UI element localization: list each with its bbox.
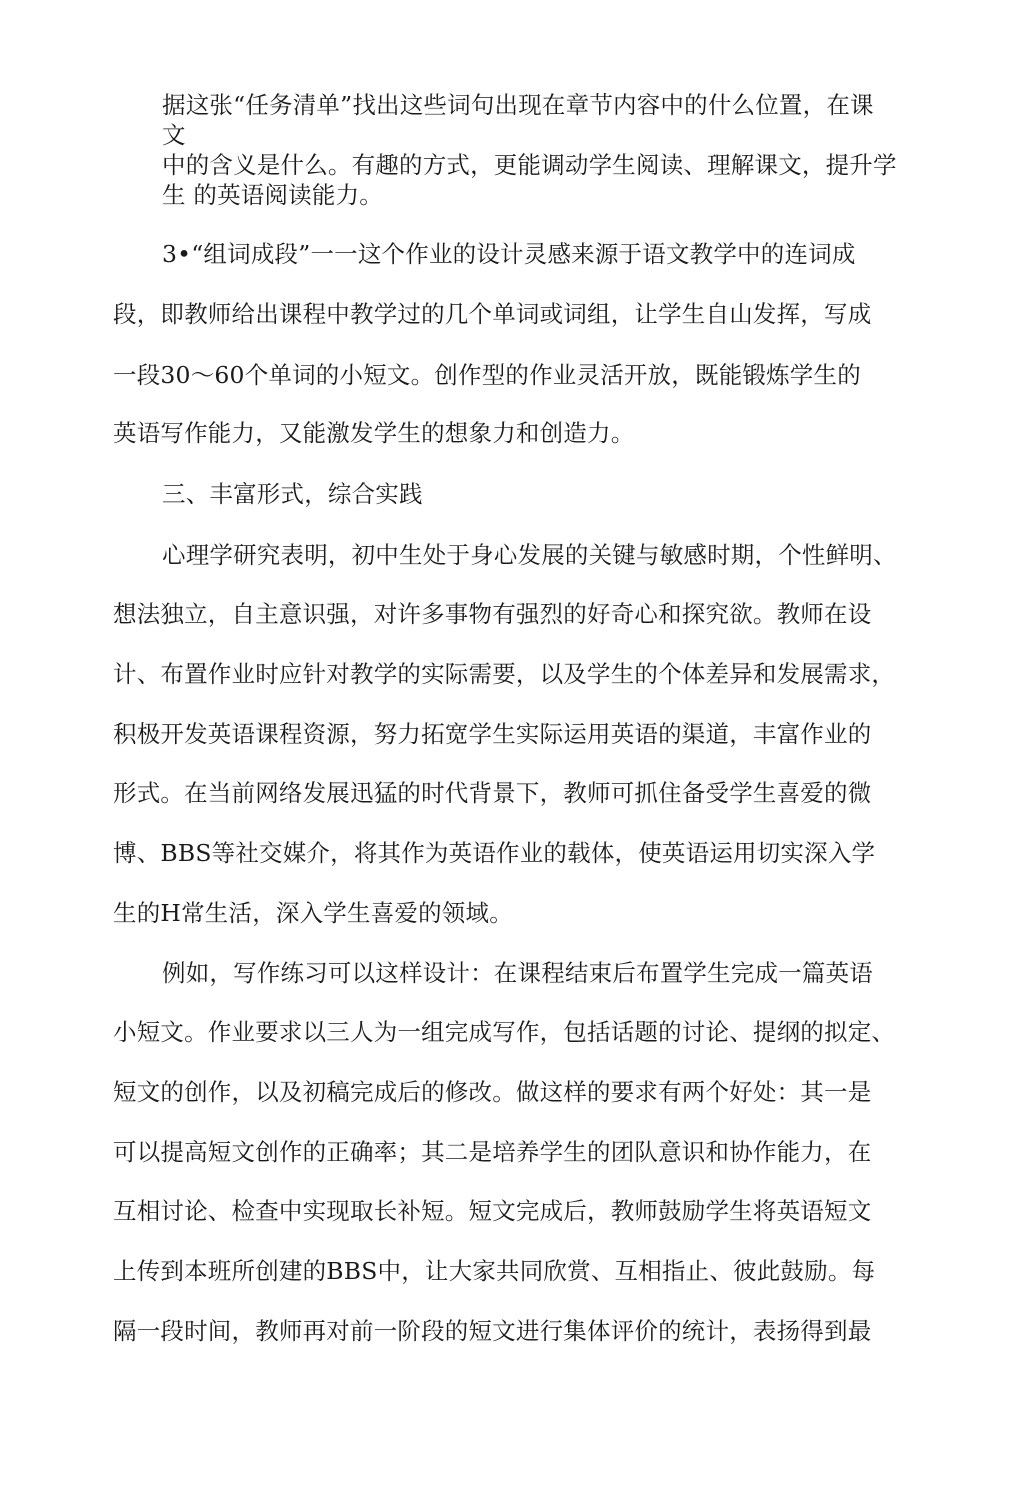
text-line: 段，即教师给出课程中教学过的几个单词或词组，让学生自山发挥，写成 [113, 300, 872, 328]
text-line: 心理学研究表明，初中生处于身心发展的关键与敏感时期，个性鲜明、 [162, 541, 897, 569]
text-line: 可以提高短文创作的正确率；其二是培养学生的团队意识和协作能力，在 [113, 1138, 872, 1166]
text-line: 想法独立，自主意识强，对许多事物有强烈的好奇心和探究欲。教师在设 [113, 600, 872, 628]
text-line: 英语写作能力，又能激发学生的想象力和创造力。 [113, 419, 635, 447]
text-line: 短文的创作，以及初稿完成后的修改。做这样的要求有两个好处：其一是 [113, 1078, 872, 1106]
text-line: 生 的英语阅读能力。 [162, 181, 383, 209]
text-line: 生的H常生活，深入学生喜爱的领域。 [113, 899, 513, 927]
text-line: 隔一段时间，教师再对前一阶段的短文进行集体评价的统计，表扬得到最 [113, 1317, 872, 1345]
section-heading: 三、丰富形式，综合实践 [162, 480, 423, 508]
text-line: 文 [162, 121, 186, 149]
text-line: 据这张“任务清单”找出这些词句出现在章节内容中的什么位置，在课 [162, 91, 874, 119]
text-line: 例如，写作练习可以这样设计：在课程结束后布置学生完成一篇英语 [162, 959, 873, 987]
text-line: 3•“组词成段”一一这个作业的设计灵感来源于语文教学中的连词成 [162, 240, 856, 268]
text-line: 博、BBS等社交媒介，将其作为英语作业的载体，使英语运用切实深入学 [113, 839, 876, 867]
text-line: 中的含义是什么。有趣的方式，更能调动学生阅读、理解课文，提升学 [162, 151, 897, 179]
text-line: 形式。在当前网络发展迅猛的时代背景下，教师可抓住备受学生喜爱的微 [113, 779, 872, 807]
text-line: 一段30～60个单词的小短文。创作型的作业灵活开放，既能锻炼学生的 [113, 361, 861, 389]
text-line: 积极开发英语课程资源，努力拓宽学生实际运用英语的渠道，丰富作业的 [113, 720, 872, 748]
text-line: 小短文。作业要求以三人为一组完成写作，包括话题的讨论、提纲的拟定、 [113, 1018, 896, 1046]
text-line: 计、布置作业时应针对教学的实际需要，以及学生的个体差异和发展需求， [113, 660, 896, 688]
text-line: 上传到本班所创建的BBS中，让大家共同欣赏、互相指止、彼此鼓励。每 [113, 1257, 876, 1285]
text-line: 互相讨论、检查中实现取长补短。短文完成后，教师鼓励学生将英语短文 [113, 1197, 872, 1225]
